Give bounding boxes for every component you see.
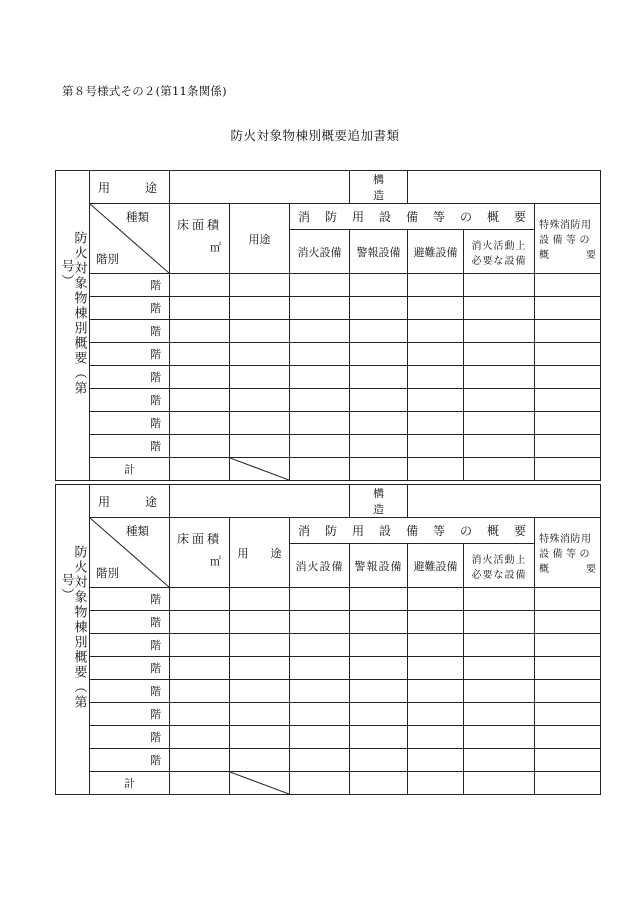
special-equipment-header: 特殊消防用 設備等の 概 要 <box>535 204 601 274</box>
floor-cell[interactable]: 階 <box>90 703 170 726</box>
side-title-cell <box>56 485 90 795</box>
floor-cell[interactable]: 階 <box>90 749 170 772</box>
use-label-right: 途 <box>144 180 157 195</box>
evacuation-header: 避難設備 <box>408 544 464 588</box>
floor-cell[interactable]: 階 <box>90 389 170 412</box>
table-row <box>56 343 601 366</box>
floor-area-label: 床面積 <box>177 532 223 546</box>
kind-label: 種類 <box>126 524 149 538</box>
use-header: 用途 <box>230 204 290 274</box>
total-area-field[interactable] <box>170 772 230 795</box>
alarm-header: 警報設備 <box>350 230 408 274</box>
floor-label: 階別 <box>96 566 119 580</box>
table-row <box>56 680 601 703</box>
table-row <box>56 634 601 657</box>
table-row <box>56 726 601 749</box>
building-summary-table-2 <box>55 484 601 795</box>
use-label-right: 途 <box>144 494 157 509</box>
total-row <box>56 458 601 481</box>
floor-area-header <box>170 204 230 274</box>
table-row <box>56 435 601 458</box>
table-row <box>56 366 601 389</box>
use-label-cell <box>90 171 170 204</box>
activity-header <box>464 544 535 588</box>
total-row <box>56 772 601 795</box>
fire-equipment-label: 消 防 用 設 備 等 の 概 要 <box>298 210 527 224</box>
use-label-left: 用 <box>98 180 111 195</box>
total-area-field[interactable] <box>170 458 230 481</box>
alarm-header: 警報設備 <box>350 544 408 588</box>
side-title-top: 防火対象物棟別概要（第 <box>71 230 87 396</box>
diagonal-line <box>230 772 289 794</box>
structure-label: 構 造 <box>350 485 408 518</box>
activity-line-2: 必要な設備 <box>471 569 527 581</box>
side-title-cell <box>56 171 90 481</box>
floor-cell[interactable]: 階 <box>90 412 170 435</box>
table-row <box>56 611 601 634</box>
use-label-cell <box>90 485 170 518</box>
structure-label: 構 造 <box>350 171 408 204</box>
floor-cell[interactable]: 階 <box>90 274 170 297</box>
activity-line-1: 消火活動上 <box>471 554 527 566</box>
use-value-field[interactable] <box>170 485 350 518</box>
total-label: 計 <box>90 458 170 481</box>
table-row <box>56 412 601 435</box>
extinguish-header: 消火設備 <box>290 544 350 588</box>
table-row <box>56 749 601 772</box>
fire-equipment-label: 消 防 用 設 備 等 の 概 要 <box>298 524 527 538</box>
floor-area-label: 床面積 <box>177 218 223 232</box>
side-title <box>60 231 86 421</box>
kind-floor-header <box>90 204 170 274</box>
structure-value-field[interactable] <box>408 171 601 204</box>
floor-cell[interactable]: 階 <box>90 611 170 634</box>
table-row <box>56 657 601 680</box>
side-title <box>60 545 86 735</box>
floor-cell[interactable]: 階 <box>90 680 170 703</box>
floor-cell[interactable]: 階 <box>90 588 170 611</box>
fire-equipment-header <box>290 518 535 544</box>
table-row <box>56 320 601 343</box>
side-title-top: 防火対象物棟別概要（第 <box>71 544 87 710</box>
total-use-blank <box>230 458 290 481</box>
document-title: 防火対象物棟別概要追加書類 <box>230 128 400 143</box>
use-header: 用 途 <box>230 518 290 588</box>
table-row <box>56 389 601 412</box>
floor-cell[interactable]: 階 <box>90 297 170 320</box>
side-title-bottom: 号） <box>58 258 74 289</box>
special-line-1: 特殊消防用 <box>539 220 592 231</box>
floor-cell[interactable]: 階 <box>90 726 170 749</box>
extinguish-header: 消火設備 <box>290 230 350 274</box>
floor-label: 階別 <box>96 252 119 266</box>
side-title-bottom: 号） <box>58 572 74 603</box>
total-use-blank <box>230 772 290 795</box>
area-unit-label: ㎡ <box>210 241 221 254</box>
use-label-left: 用 <box>98 494 111 509</box>
floor-cell[interactable]: 階 <box>90 320 170 343</box>
floor-cell[interactable]: 階 <box>90 366 170 389</box>
activity-line-2: 必要な設備 <box>471 255 527 267</box>
floor-cell[interactable]: 階 <box>90 435 170 458</box>
evacuation-header: 避難設備 <box>408 230 464 274</box>
diagonal-line <box>230 458 289 480</box>
floor-cell[interactable]: 階 <box>90 657 170 680</box>
form-id: 第８号様式その２(第11条関係) <box>62 84 227 98</box>
special-line-1: 特殊消防用 <box>539 534 592 545</box>
special-line-2: 設備等の <box>539 235 594 246</box>
kind-floor-header <box>90 518 170 588</box>
special-equipment-header: 特殊消防用 設備等の 概 要 <box>535 518 601 588</box>
activity-header <box>464 230 535 274</box>
kind-label: 種類 <box>126 210 149 224</box>
activity-line-1: 消火活動上 <box>471 240 527 252</box>
use-value-field[interactable] <box>170 171 350 204</box>
floor-cell[interactable]: 階 <box>90 634 170 657</box>
floor-cell[interactable]: 階 <box>90 343 170 366</box>
table-row <box>56 703 601 726</box>
table-row <box>56 274 601 297</box>
structure-value-field[interactable] <box>408 485 601 518</box>
fire-equipment-header <box>290 204 535 230</box>
special-line-2: 設備等の <box>539 549 594 560</box>
building-summary-table-1 <box>55 170 601 481</box>
table-row <box>56 297 601 320</box>
area-unit-label: ㎡ <box>210 555 221 568</box>
floor-area-header <box>170 518 230 588</box>
total-label: 計 <box>90 772 170 795</box>
table-row <box>56 588 601 611</box>
